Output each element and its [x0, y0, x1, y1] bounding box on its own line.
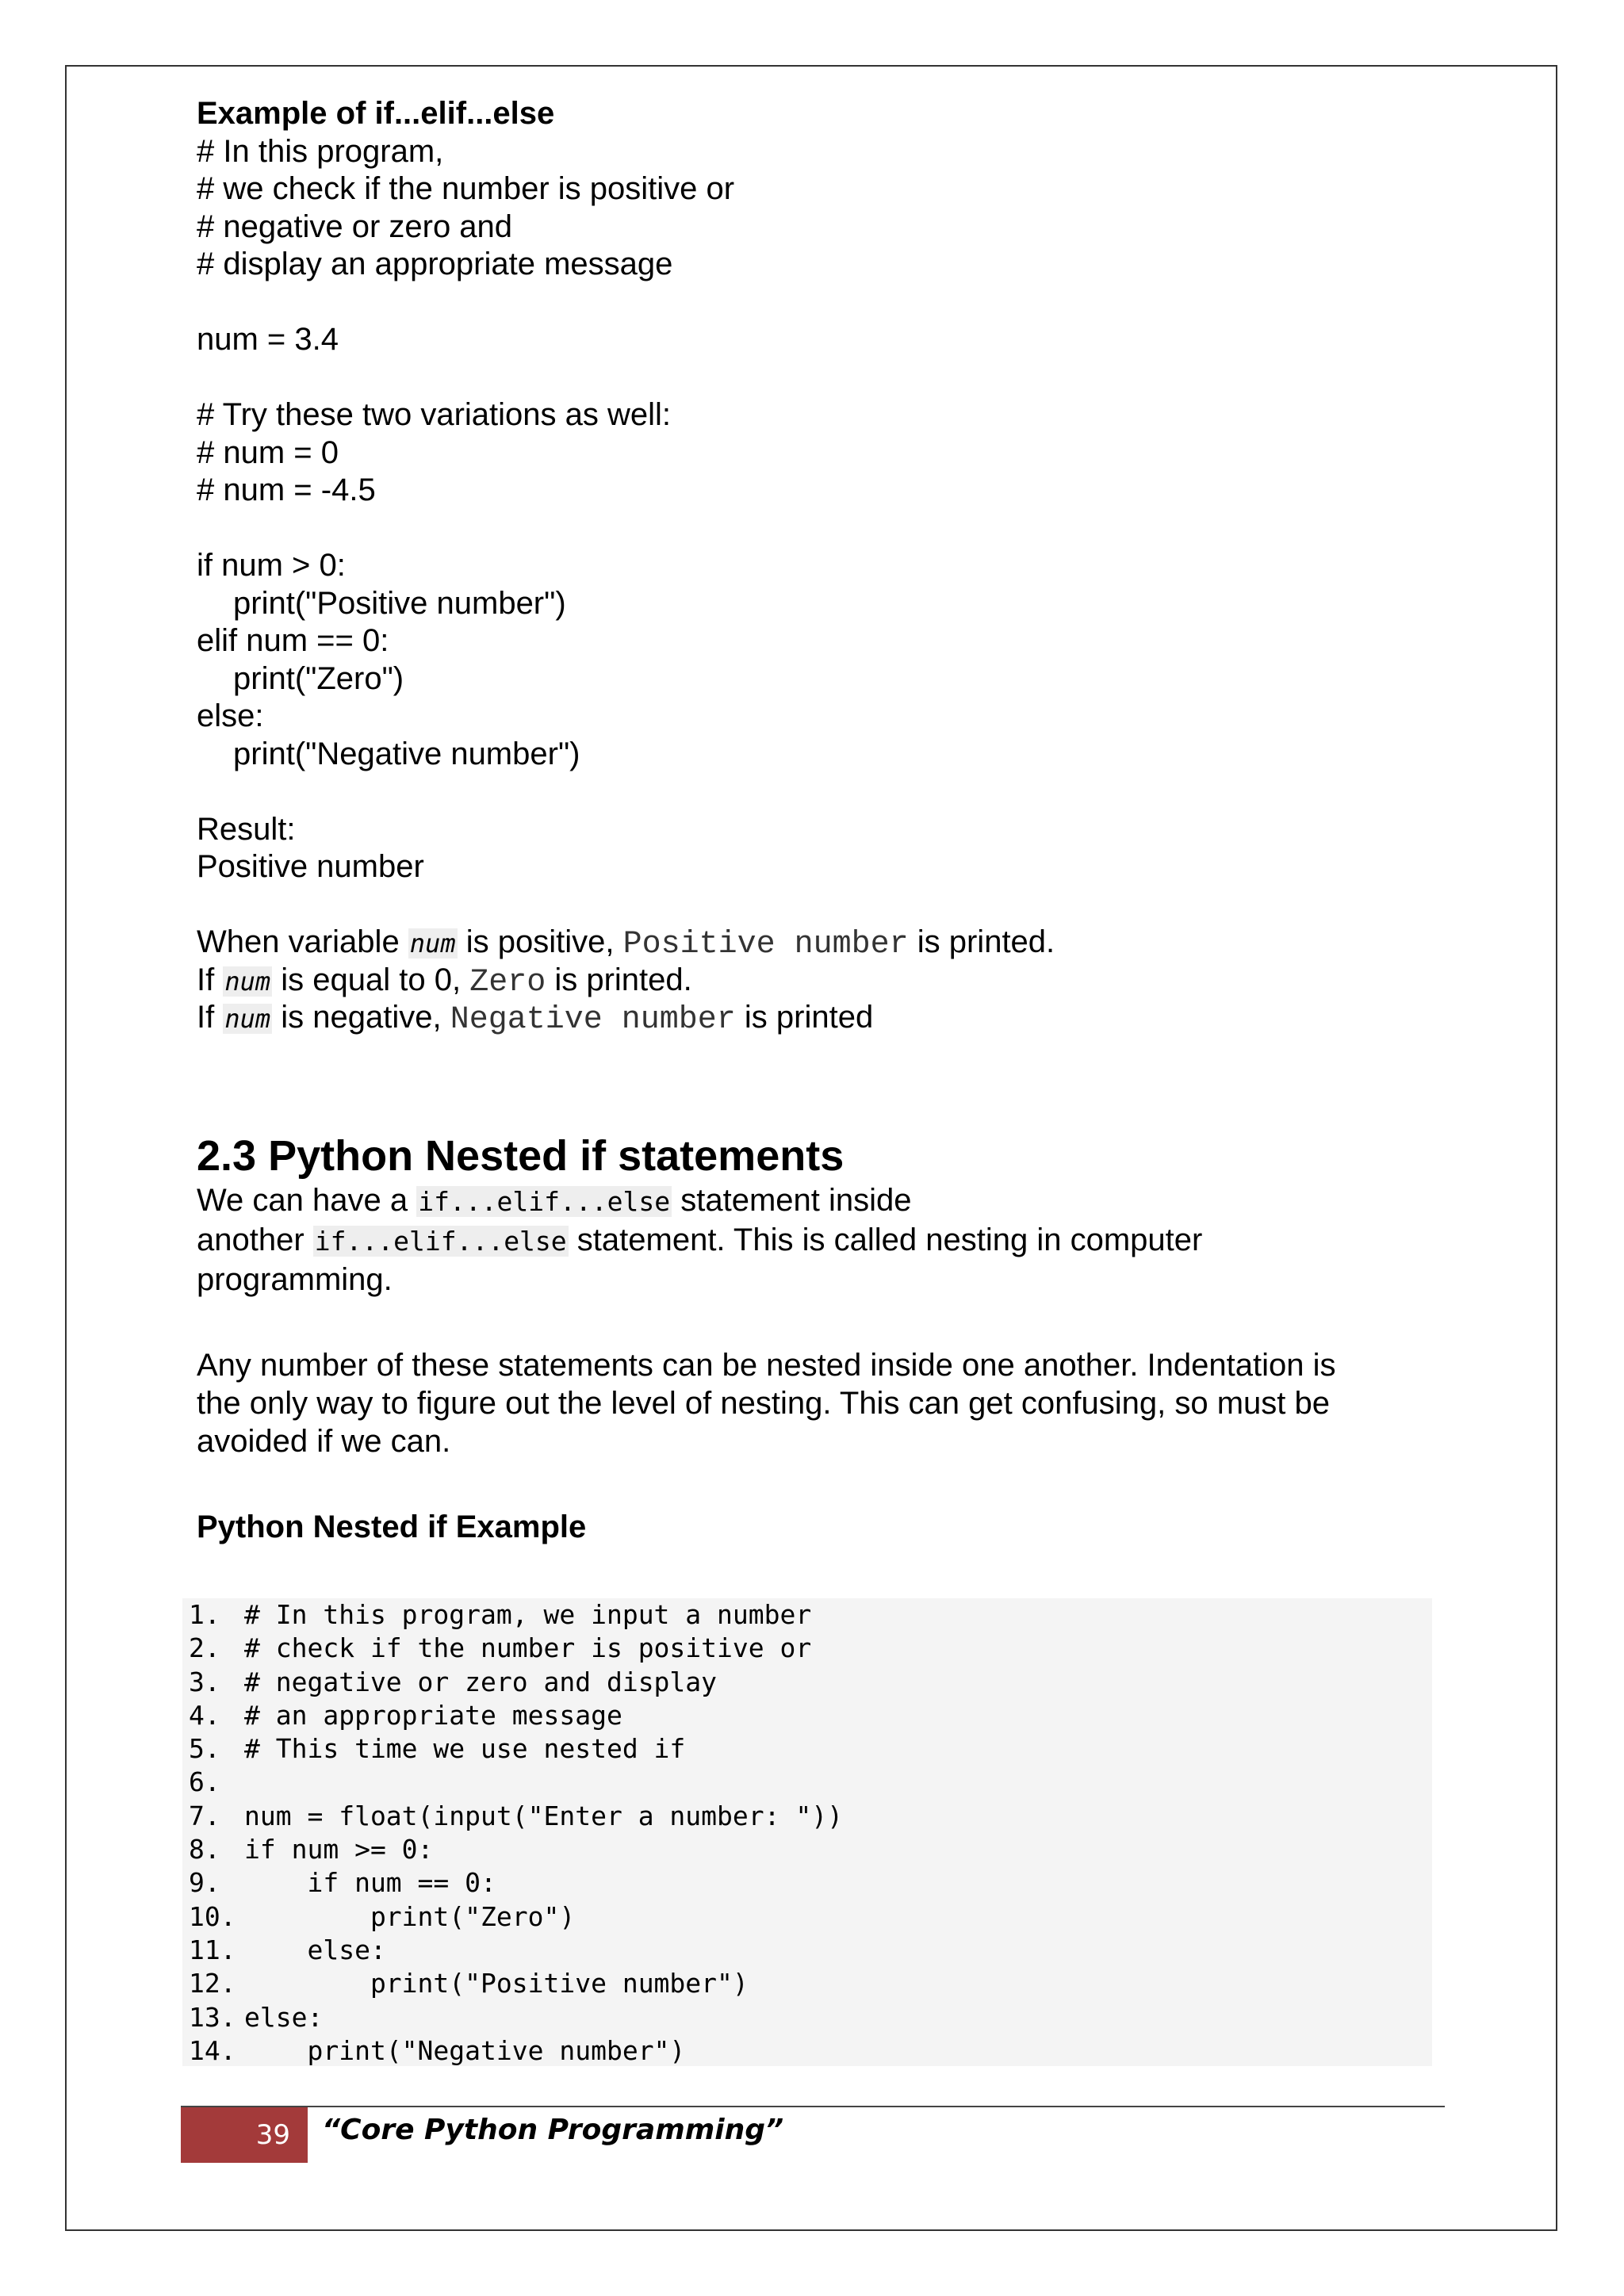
line-number: 9. [189, 1867, 220, 1899]
code-text: else: [244, 2001, 324, 2033]
comment-line: # In this program, [197, 133, 444, 169]
section-heading: 2.3 Python Nested if statements [197, 1131, 845, 1180]
code-text: print("Zero") [244, 1900, 576, 1932]
spacer [197, 773, 1442, 811]
code-text: print("Negative number") [244, 2034, 686, 2066]
code-listing-line [182, 1766, 1432, 1799]
code-text: # This time we use nested if [244, 1733, 686, 1765]
example-subheading: Python Nested if Example [197, 1509, 587, 1544]
code-listing-line [182, 1934, 1432, 1967]
paragraph-line: We can have a if...elif...else statement inside [197, 1182, 912, 1218]
spacer [197, 510, 1442, 548]
code-text: if num == 0: [244, 1867, 496, 1899]
line-number: 6. [189, 1766, 220, 1798]
inline-code: if...elif...else [418, 1185, 671, 1217]
line-number: 4. [189, 1699, 220, 1731]
paragraph-line: avoided if we can. [197, 1423, 451, 1459]
code-listing-line [182, 1967, 1432, 2000]
assignment-line: num = 3.4 [197, 322, 339, 357]
spacer [197, 886, 1442, 924]
output-text: Positive number [622, 927, 909, 962]
spacer [197, 1460, 1442, 1508]
paragraph-line: Any number of these statements can be nested inside one another. Indentation is [197, 1347, 1336, 1383]
line-number: 5. [189, 1733, 220, 1765]
spacer [197, 284, 1442, 322]
code-listing-line [182, 1666, 1432, 1699]
code-text: if num >= 0: [244, 1834, 434, 1866]
code-line: print("Zero") [233, 660, 404, 696]
variable-name: num [224, 966, 271, 997]
code-line: if num > 0: [197, 548, 346, 583]
code-listing-line [182, 1699, 1432, 1732]
code-listing-line [182, 2001, 1432, 2034]
code-line: print("Positive number") [233, 585, 566, 621]
line-number: 1. [189, 1599, 220, 1630]
spacer [197, 359, 1442, 397]
line-number: 12. [189, 1968, 236, 1999]
code-listing-line [182, 1632, 1432, 1665]
code-listing-line [182, 1866, 1432, 1900]
explanation-line: When variable num is positive, Positive number is printed. [197, 924, 1055, 962]
line-number: 2. [189, 1632, 220, 1664]
code-line: print("Negative number") [233, 736, 580, 771]
code-listing-line [182, 2034, 1432, 2068]
variable-name: num [409, 928, 456, 959]
line-number: 10. [189, 1900, 236, 1932]
page-content [197, 95, 1442, 1546]
code-listing-line [182, 1598, 1432, 1632]
inline-code: if...elif...else [314, 1225, 567, 1257]
code-listing-line [182, 1900, 1432, 1934]
code-listing-line [182, 1732, 1432, 1766]
example-title: Example of if...elif...else [197, 96, 555, 131]
code-text: num = float(input("Enter a number: ")) [244, 1800, 843, 1831]
code-listing-line [182, 1833, 1432, 1866]
line-number: 3. [189, 1666, 220, 1697]
comment-line: # we check if the number is positive or [197, 171, 735, 206]
section-spacer [197, 1037, 1442, 1131]
page-number: 39 [255, 2119, 290, 2151]
result-label: Result: [197, 811, 296, 847]
line-number: 7. [189, 1800, 220, 1831]
code-text: # negative or zero and display [244, 1666, 718, 1697]
code-text: # In this program, we input a number [244, 1599, 812, 1630]
variation-line: # num = -4.5 [197, 473, 376, 507]
code-text: # an appropriate message [244, 1699, 622, 1731]
explanation-line: If num is equal to 0, Zero is printed. [197, 962, 692, 1001]
code-listing-line [182, 1800, 1432, 1833]
line-number: 13. [189, 2001, 236, 2033]
footer-rule [181, 2106, 1445, 2107]
code-text: # check if the number is positive or [244, 1632, 812, 1664]
variation-line: # num = 0 [197, 434, 339, 470]
paragraph-line: another if...elif...else statement. This is called nesting in computer [197, 1222, 1203, 1257]
variation-line: # Try these two variations as well: [197, 397, 672, 432]
output-text: Zero [469, 964, 546, 1001]
code-text: print("Positive number") [244, 1968, 749, 1999]
explanation-line: If num is negative, Negative number is printed [197, 1000, 874, 1038]
variable-name: num [224, 1004, 271, 1034]
code-line: else: [197, 698, 264, 733]
output-text: Negative number [450, 1002, 736, 1038]
comment-line: # negative or zero and [197, 209, 513, 244]
paragraph-line: the only way to figure out the level of nesting. This can get confusing, so must be [197, 1385, 1330, 1421]
result-value: Positive number [197, 849, 424, 884]
spacer [197, 1299, 1442, 1346]
line-number: 14. [189, 2034, 236, 2066]
paragraph-line: programming. [197, 1261, 393, 1297]
page-number-badge [181, 2107, 308, 2163]
line-number: 11. [189, 1934, 236, 1965]
code-text: else: [244, 1934, 386, 1965]
code-line: elif num == 0: [197, 623, 389, 658]
comment-line: # display an appropriate message [197, 247, 673, 281]
line-number: 8. [189, 1834, 220, 1866]
footer-book-title: “Core Python Programming” [322, 2114, 784, 2146]
code-listing [182, 1598, 1432, 2066]
